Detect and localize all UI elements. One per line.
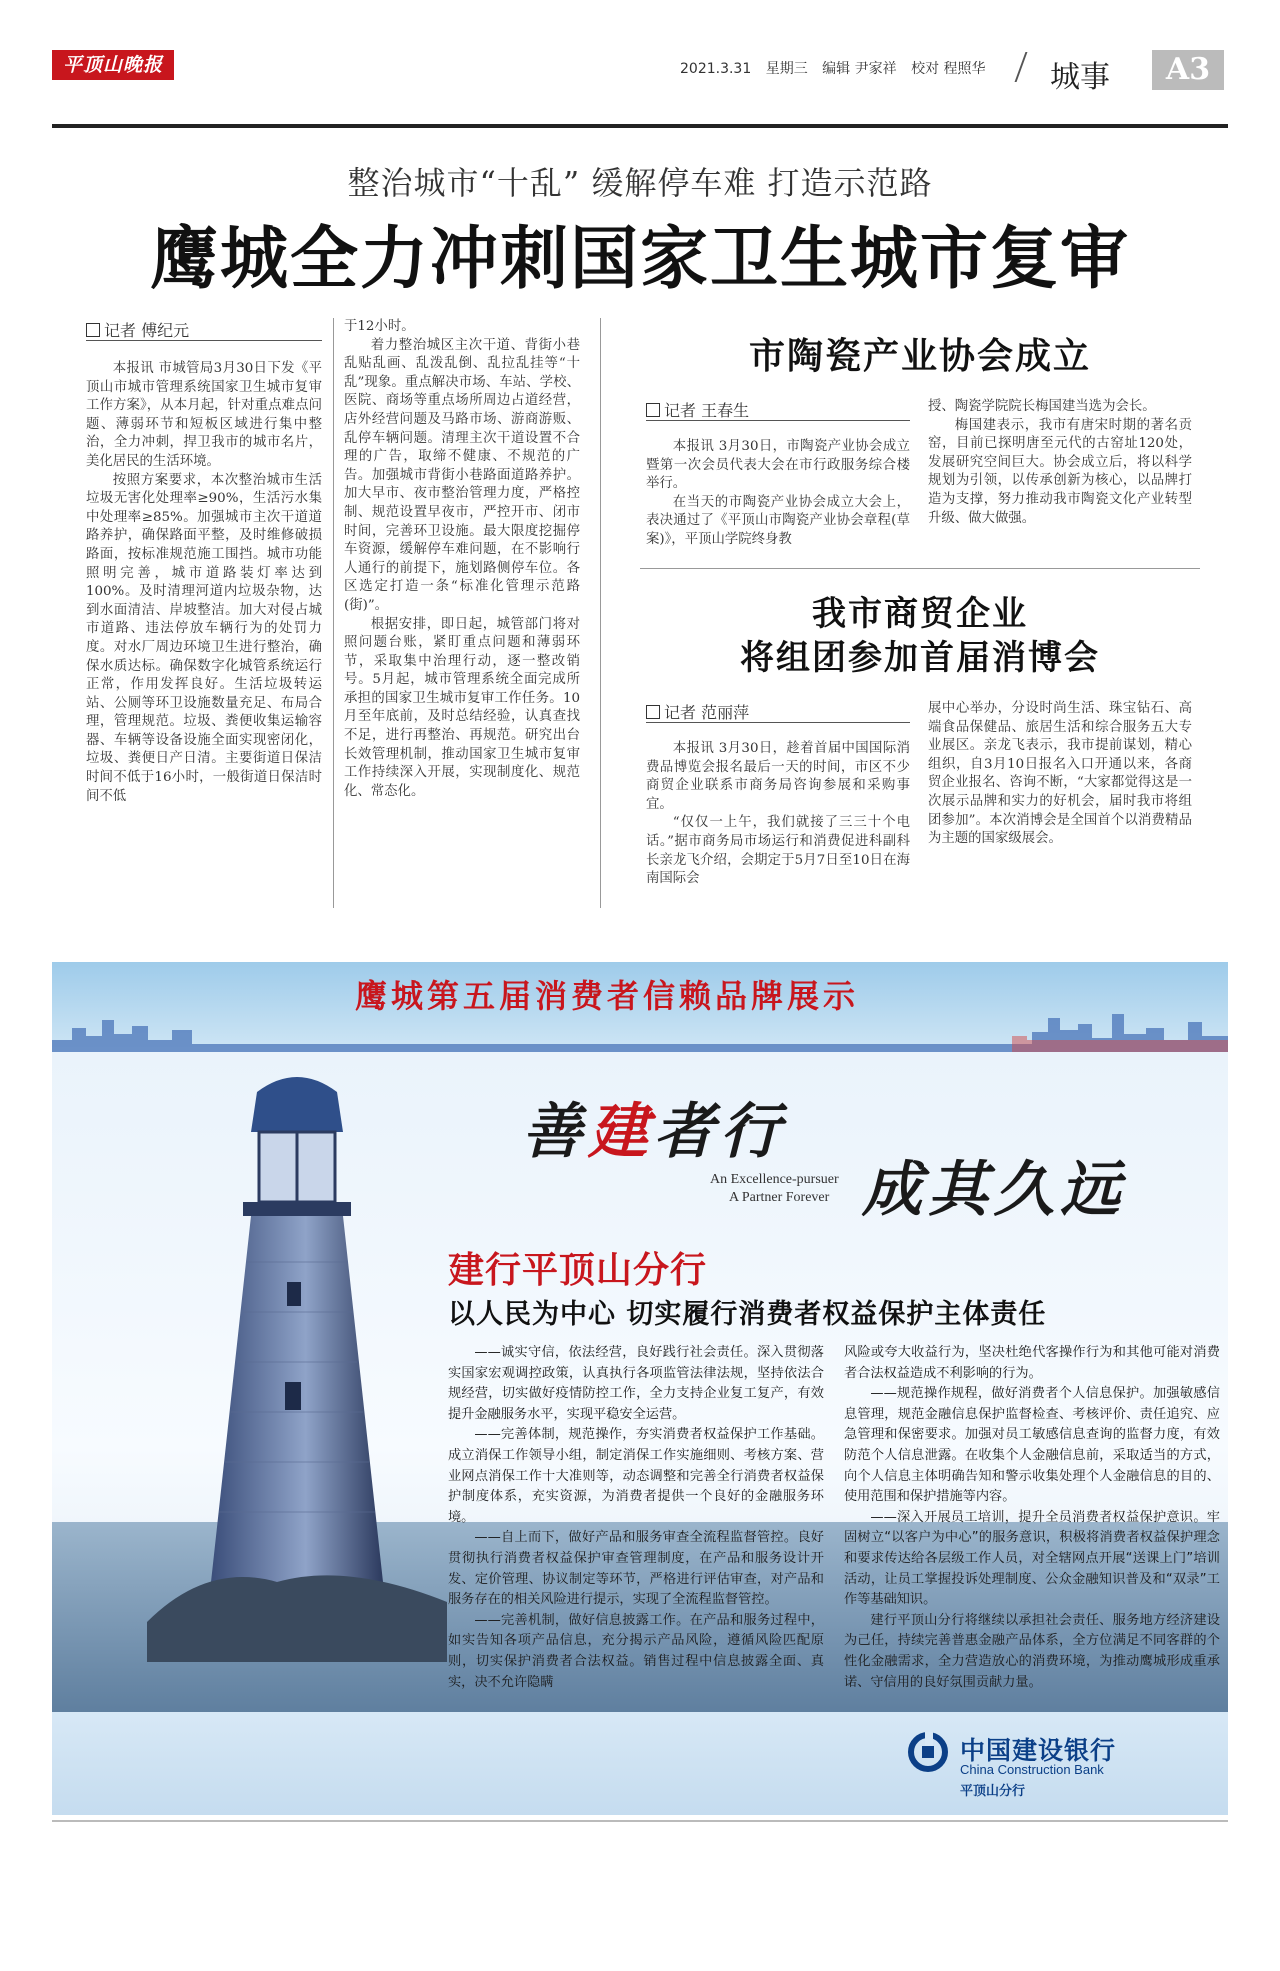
page-number: A3 <box>1152 50 1224 90</box>
paragraph: ——完善机制，做好信息披露工作。在产品和服务过程中，如实告知各项产品信息，充分揭示产品风险，遵循风险匹配原则，切实保护消费者合法权益。销售过程中信息披露全面、真实，决不允许隐瞒 <box>448 1612 824 1690</box>
story-divider <box>640 568 1200 569</box>
byline-rule <box>646 722 910 723</box>
ccb-advertisement <box>52 962 1228 1815</box>
paragraph: 梅国建表示，我市有唐宋时期的著名贡窑，目前已探明唐至元代的古窑址120处，发展研究空间巨大。协会成立后，将以科学规划为引领，以传承创新为核心，以品牌打造为支撑，努力推动我市陶瓷文化产业转型升级、做大做强。 <box>928 417 1192 526</box>
bank-name-english: China Construction Bank <box>960 1762 1104 1777</box>
slogan-char-red: 建 <box>588 1097 654 1167</box>
story3-column-1 <box>646 740 910 889</box>
ad-slogan-chinese-1 <box>522 1084 786 1170</box>
ad-top-banner <box>242 972 972 1020</box>
issue-info <box>680 58 996 78</box>
ad-slogan-english-1: An Excellence-pursuer <box>710 1172 839 1187</box>
lighthouse-icon <box>147 1062 447 1662</box>
bank-branch: 平顶山分行 <box>960 1784 1026 1799</box>
paragraph: 按照方案要求，本次整治城市生活垃圾无害化处理率≥90%，生活污水集中处理率≥85%。加强城市主次干道道路养护，确保路面平整，及时维修破损路面，按标准规范施工围挡。城市功能照明完善，城市道路装灯率达到100%。及时清理河道内垃圾杂物，达到水面清洁、岸坡整洁。加大对侵占城市道路、违法停放车辆行为的处罚力度。对水厂周边环境卫生进行整治，确保水质达标。确保数字化城管系统运行正常，作用发挥良好。生活垃圾转运站、公厕等环卫设施数量充足、布局合理，管理规范。垃圾、粪便收集运输容器、车辆等设备设施全面实现密闭化，垃圾、粪便日产日清。主要街道日保洁时间不低于16小时，一般街道日保洁时间不低 <box>86 472 322 804</box>
lead-column-2 <box>344 318 580 801</box>
page-bottom-rule <box>52 1820 1228 1822</box>
ad-slogan-english-2: A Partner Forever <box>729 1190 830 1205</box>
proofreader-credit: 校对 程照华 <box>911 61 986 77</box>
column-divider <box>333 318 334 908</box>
ad-headline: 建行平顶山分行 <box>448 1250 708 1291</box>
section-name: 城事 <box>1050 60 1110 95</box>
slogan-char: 者行 <box>654 1097 786 1167</box>
newspaper-logo: 平顶山晚报 <box>52 50 174 80</box>
lead-headline: 鹰城全力冲刺国家卫生城市复审 <box>149 220 1130 299</box>
paragraph: ——诚实守信，依法经营，良好践行社会责任。深入贯彻落实国家宏观调控政策，认真执行各项监管法律法规，坚持依法合规经营，切实做好疫情防控工作，全力支持企业复工复产，有效提升金融服务水平，实现平稳安全运营。 <box>448 1345 824 1422</box>
byline-rule <box>86 340 322 341</box>
story3-headline <box>640 592 1200 680</box>
issue-weekday: 星期三 <box>765 61 808 77</box>
paragraph: ——自上而下，做好产品和服务审查全流程监督管控。良好贯彻执行消费者权益保护审查管理制度，在产品和服务设计开发、定价管理、协议制定等环节，严格进行评估审查，对产品和服务存在的相关风险进行提示，实现了全流程监督管控。 <box>448 1530 824 1608</box>
story3-byline: 记者 范丽萍 <box>646 700 749 723</box>
story2-column-1 <box>646 438 910 550</box>
issue-date: 2021.3.31 <box>680 61 752 77</box>
paragraph: “仅仅一上午，我们就接了三三十个电话。”据市商务局市场运行和消费促进科副科长亲龙飞介绍，会期定于5月7日至10日在海南国际会 <box>646 815 910 887</box>
editor-credit: 编辑 尹家祥 <box>822 61 897 77</box>
bank-name-chinese: 中国建设银行 <box>960 1736 1117 1765</box>
paragraph: 本报讯 3月30日，市陶瓷产业协会成立暨第一次会员代表大会在市行政服务综合楼举行。 <box>646 439 910 492</box>
paragraph: 根据安排，即日起，城管部门将对照问题台账，紧盯重点问题和薄弱环节，采取集中治理行动，逐一整改销号。5月起，城市管理系统全面完成所承担的国家卫生城市复审工作任务。10月至年底前，及时总结经验，认真查找不足，进行再整治、再规范。研究出台长效管理机制，推动国家卫生城市复审工作持续深入开展，实现制度化、规范化、常态化。 <box>344 616 580 799</box>
column-divider <box>600 318 601 908</box>
masthead-divider <box>1015 52 1028 82</box>
masthead-rule <box>52 124 1228 128</box>
ccb-logo-icon <box>908 1732 948 1772</box>
story3-headline-line2: 将组团参加首届消博会 <box>740 638 1100 678</box>
paragraph: 于12小时。 <box>344 319 415 334</box>
paragraph: 建行平顶山分行将继续以承担社会责任、服务地方经济建设为己任，持续完善普惠金融产品体系，全方位满足不同客群的个性化金融需求，全力营造放心的消费环境，为推动鹰城形成重承诺、守信用的良好氛围贡献力量。 <box>844 1612 1220 1690</box>
paragraph: ——完善体制，规范操作，夯实消费者权益保护工作基础。成立消保工作领导小组，制定消保工作实施细则、考核方案、营业网点消保工作十大准则等，动态调整和完善全行消费者权益保护制度体系，充实资源，为消费者提供一个良好的金融服务环境。 <box>448 1427 824 1525</box>
story2-byline: 记者 王春生 <box>646 398 749 421</box>
ad-subheadline: 以人民为中心 切实履行消费者权益保护主体责任 <box>448 1299 1047 1330</box>
story3-headline-line1: 我市商贸企业 <box>812 594 1028 634</box>
paragraph: 本报讯 3月30日，趁着首届中国国际消费品博览会报名最后一天的时间，市区不少商贸企业联系市商务局咨询参展和采购事宜。 <box>646 741 910 812</box>
ad-column-1 <box>448 1343 824 1693</box>
paragraph: 展中心举办，分设时尚生活、珠宝钻石、高端食品保健品、旅居生活和综合服务五大专业展区。亲龙飞表示，我市提前谋划，精心组织，自3月10日报名入口开通以来，各商贸企业报名、咨询不断，“大家都觉得这是一次展示品牌和实力的好机会，届时我市将组团参加”。本次消博会是全国首个以消费精品为主题的国家级展会。 <box>928 701 1192 847</box>
lead-byline: 记者 傅纪元 <box>86 318 189 341</box>
paragraph: ——深入开展员工培训，提升全员消费者权益保护意识。牢固树立“以客户为中心”的服务意识，积极将消费者权益保护理念和要求传达给各层级工作人员，对全辖网点开展“送课上门”培训活动，让员工掌握投诉处理制度、公众金融知识普及和“双录”工作等基础知识。 <box>844 1509 1220 1608</box>
paragraph: 风险或夸大收益行为，坚决杜绝代客操作行为和其他可能对消费者合法权益造成不利影响的行为。 <box>844 1345 1220 1381</box>
paragraph: 在当天的市陶瓷产业协会成立大会上，表决通过了《平顶山市陶瓷产业协会章程(草案)》，平顶山学院终身教 <box>646 494 910 547</box>
paragraph: 着力整治城区主次干道、背街小巷乱贴乱画、乱泼乱倒、乱拉乱挂等“十乱”现象。重点解决市场、车站、学校、医院、商场等重点场所周边占道经营，店外经营问题及马路市场、游商游贩、乱停车辆问题。清理主次干道设置不合理的广告，取缔不健康、不规范的广告。加强城市背街小巷路面道路养护。加大早市、夜市整治管理力度，严格控制、规范设置早夜市，严控开市、闭市时间，完善环卫设施。最大限度挖掘停车资源，缓解停车难问题，在不影响行人通行的前提下，施划路侧停车位。各区选定打造一条“标准化管理示范路(街)”。 <box>344 337 580 613</box>
ad-slogan-chinese-2: 成其久远 <box>862 1155 1126 1225</box>
lead-kicker: 整治城市“十乱” 缓解停车难 打造示范路 <box>347 164 933 202</box>
paragraph: ——规范操作规程，做好消费者个人信息保护。加强敏感信息管理，规范金融信息保护监督检查、考核评价、责任追究、应急管理和保密要求。加强对员工敏感信息查询的监督力度，有效防范个人信息泄露。在收集个人金融信息前，采取适当的方式，向个人信息主体明确告知和警示收集处理个人金融信息的目的、使用范围和保护措施等内容。 <box>844 1386 1220 1505</box>
story3-column-2 <box>928 700 1192 849</box>
byline-rule <box>646 420 910 421</box>
ad-column-2 <box>844 1343 1220 1693</box>
story2-column-2 <box>928 398 1192 528</box>
slogan-char: 善 <box>522 1097 588 1167</box>
ad-banner-title: 鹰城第五届消费者信赖品牌展示 <box>354 977 859 1015</box>
paragraph: 授、陶瓷学院院长梅国建当选为会长。 <box>928 399 1156 414</box>
lead-column-1 <box>86 360 322 806</box>
masthead <box>52 50 1228 108</box>
paragraph: 本报讯 市城管局3月30日下发《平顶山市城市管理系统国家卫生城市复审工作方案》，从本月起，针对重点难点问题、薄弱环节和短板区域进行集中整治，全力冲刺，捍卫我市的城市名片，美化居民的生活环境。 <box>86 361 322 469</box>
story2-headline: 市陶瓷产业协会成立 <box>748 336 1091 377</box>
